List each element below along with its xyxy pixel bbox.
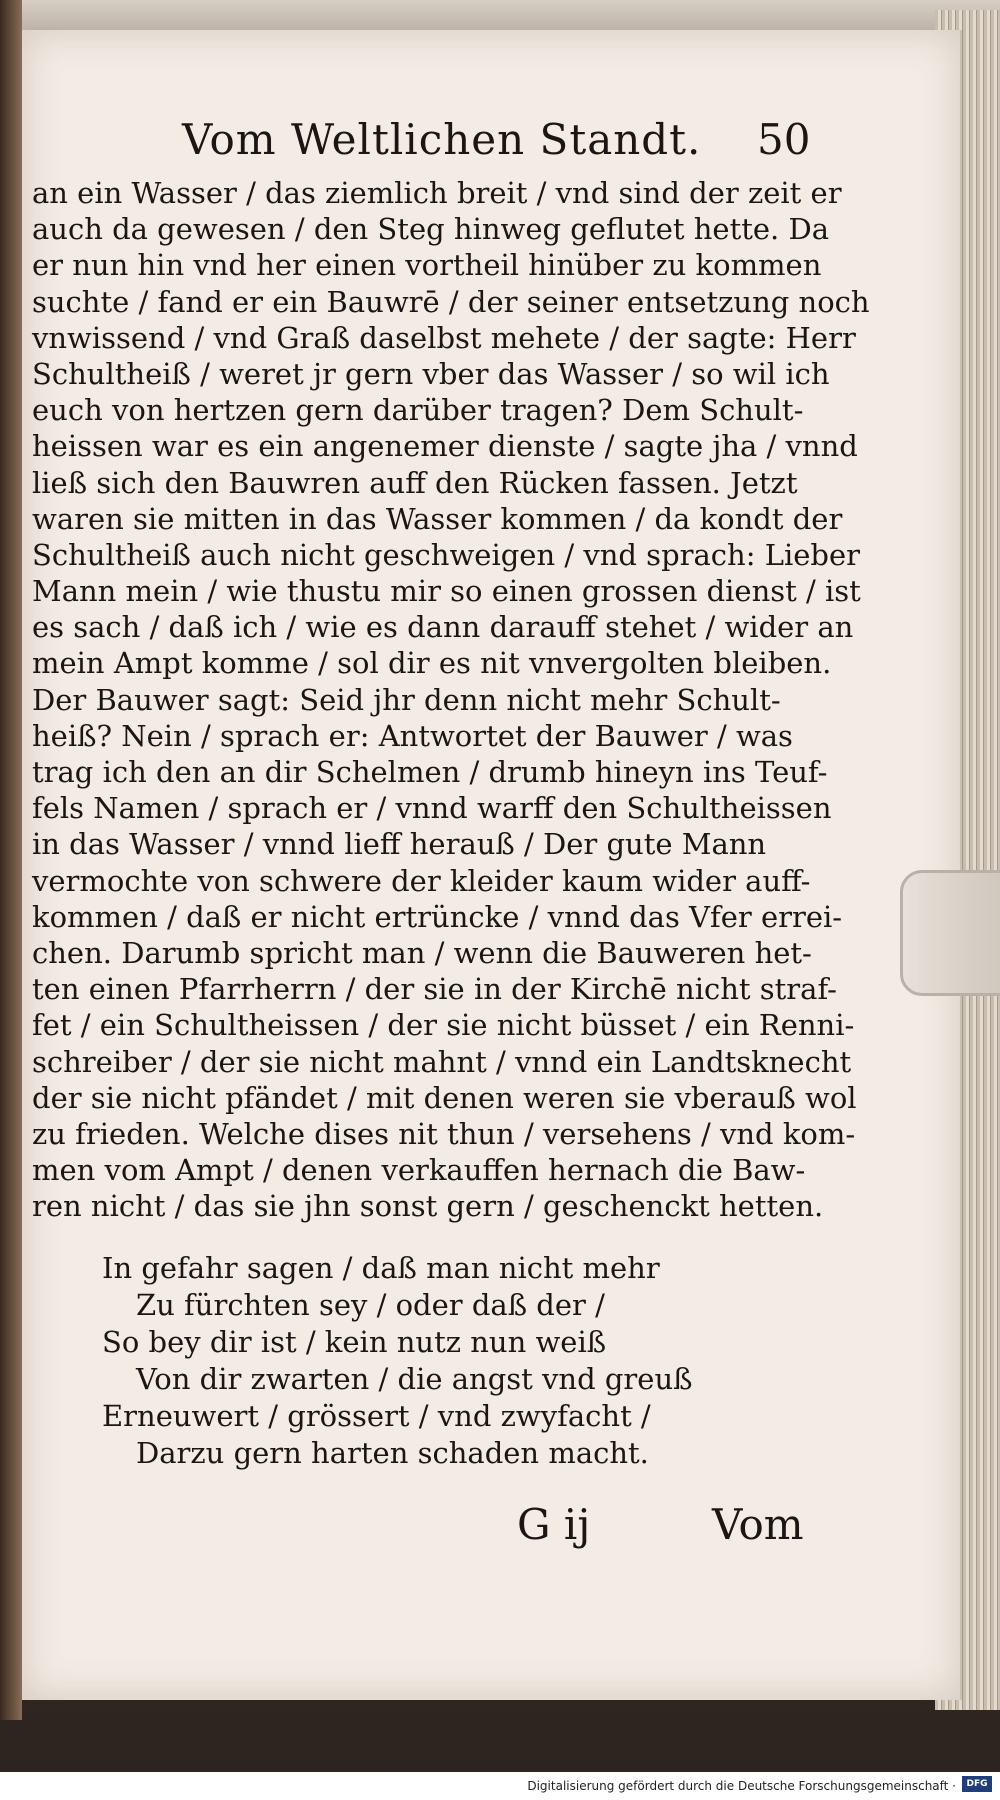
text-line: chen. Darumb spricht man / wenn die Bauweren het- [32,935,812,970]
text-line: Schultheiß / weret jr gern vber das Wasser / so wil ich [32,356,830,391]
text-line: men vom Ampt / denen verkauffen hernach die Baw- [32,1153,806,1188]
book-page [22,30,962,1700]
text-line: heiß? Nein / sprach er: Antwortet der Bauwer / was [32,718,793,753]
text-line: kommen / daß er nicht ertrüncke / vnnd das Vfer errei- [32,899,843,934]
text-line: fels Namen / sprach er / vnnd warff den Schultheissen [32,791,832,826]
verse-line: Erneuwert / grössert / vnd zwyfacht / [102,1399,651,1433]
text-line: Mann mein / wie thustu mir so einen grossen dienst / ist [32,574,861,609]
text-line: der sie nicht pfändet / mit denen weren sie vberauß wol [32,1080,857,1115]
dfg-logo: DFG [962,1776,992,1792]
text-line: er nun hin vnd her einen vortheil hinüber zu kommen [32,248,822,283]
funding-credit: Digitalisierung gefördert durch die Deutsche Forschungsgemeinschaft · [527,1779,956,1793]
text-line: Schultheiß auch nicht geschweigen / vnd sprach: Lieber [32,537,860,572]
text-line: zu frieden. Welche dises nit thun / versehens / vnd kom- [32,1116,856,1151]
verse-line: Darzu gern harten schaden macht. [136,1436,649,1470]
text-line: euch von hertzen gern darüber tragen? Dem Schult- [32,393,804,428]
text-line: vnwissend / vnd Graß daselbst mehete / der sagte: Herr [32,320,856,355]
body-text [32,175,870,1224]
text-line: an ein Wasser / das ziemlich breit / vnd sind der zeit er [32,176,842,210]
text-line: waren sie mitten in das Wasser kommen / da kondt der [32,501,843,536]
text-line: fet / ein Schultheissen / der sie nicht büsset / ein Renni- [32,1008,855,1043]
text-line: ließ sich den Bauwren auff den Rücken fassen. Jetzt [32,465,798,500]
book-binding-edge [0,0,22,1720]
verse-line: In gefahr sagen / daß man nicht mehr [102,1251,660,1285]
book-top-edge [0,0,1000,30]
text-line: in das Wasser / vnnd lieff herauß / Der gute Mann [32,827,767,862]
text-line: vermochte von schwere der kleider kaum wider auff- [32,863,811,898]
catchword: Vom [712,1500,804,1549]
text-line: trag ich den an dir Schelmen / drumb hineyn ins Teuf- [32,755,828,789]
page-clip [900,870,1000,996]
text-line: mein Ampt komme / sol dir es nit vnvergolten bleiben. [32,646,832,681]
signature-mark: G ij [517,1500,591,1549]
text-line: ten einen Pfarrherrn / der sie in der Kirchē nicht straf- [32,972,837,1007]
verse-block [102,1250,702,1472]
text-line: suchte / fand er ein Bauwrē / der seiner entsetzung noch [32,284,870,319]
verse-line: Zu fürchten sey / oder daß der / [136,1288,605,1322]
text-line: auch da gewesen / den Steg hinweg geflutet hette. Da [32,212,830,247]
verse-line: Von dir zwarten / die angst vnd greuß [136,1362,693,1396]
text-line: ren nicht / das sie jhn sonst gern / geschenckt hetten. [32,1189,824,1224]
text-line: Der Bauwer sagt: Seid jhr denn nicht mehr Schult- [32,682,781,717]
folio-number: 50 [757,115,811,164]
text-line: schreiber / der sie nicht mahnt / vnnd ein Landtsknecht [32,1044,852,1079]
running-head: Vom Weltlichen Standt. [182,115,702,164]
text-line: heissen war es ein angenemer dienste / sagte jha / vnnd [32,429,858,464]
verse-line: So bey dir ist / kein nutz nun weiß [102,1325,607,1359]
text-line: es sach / daß ich / wie es dann darauff stehet / wider an [32,610,854,645]
